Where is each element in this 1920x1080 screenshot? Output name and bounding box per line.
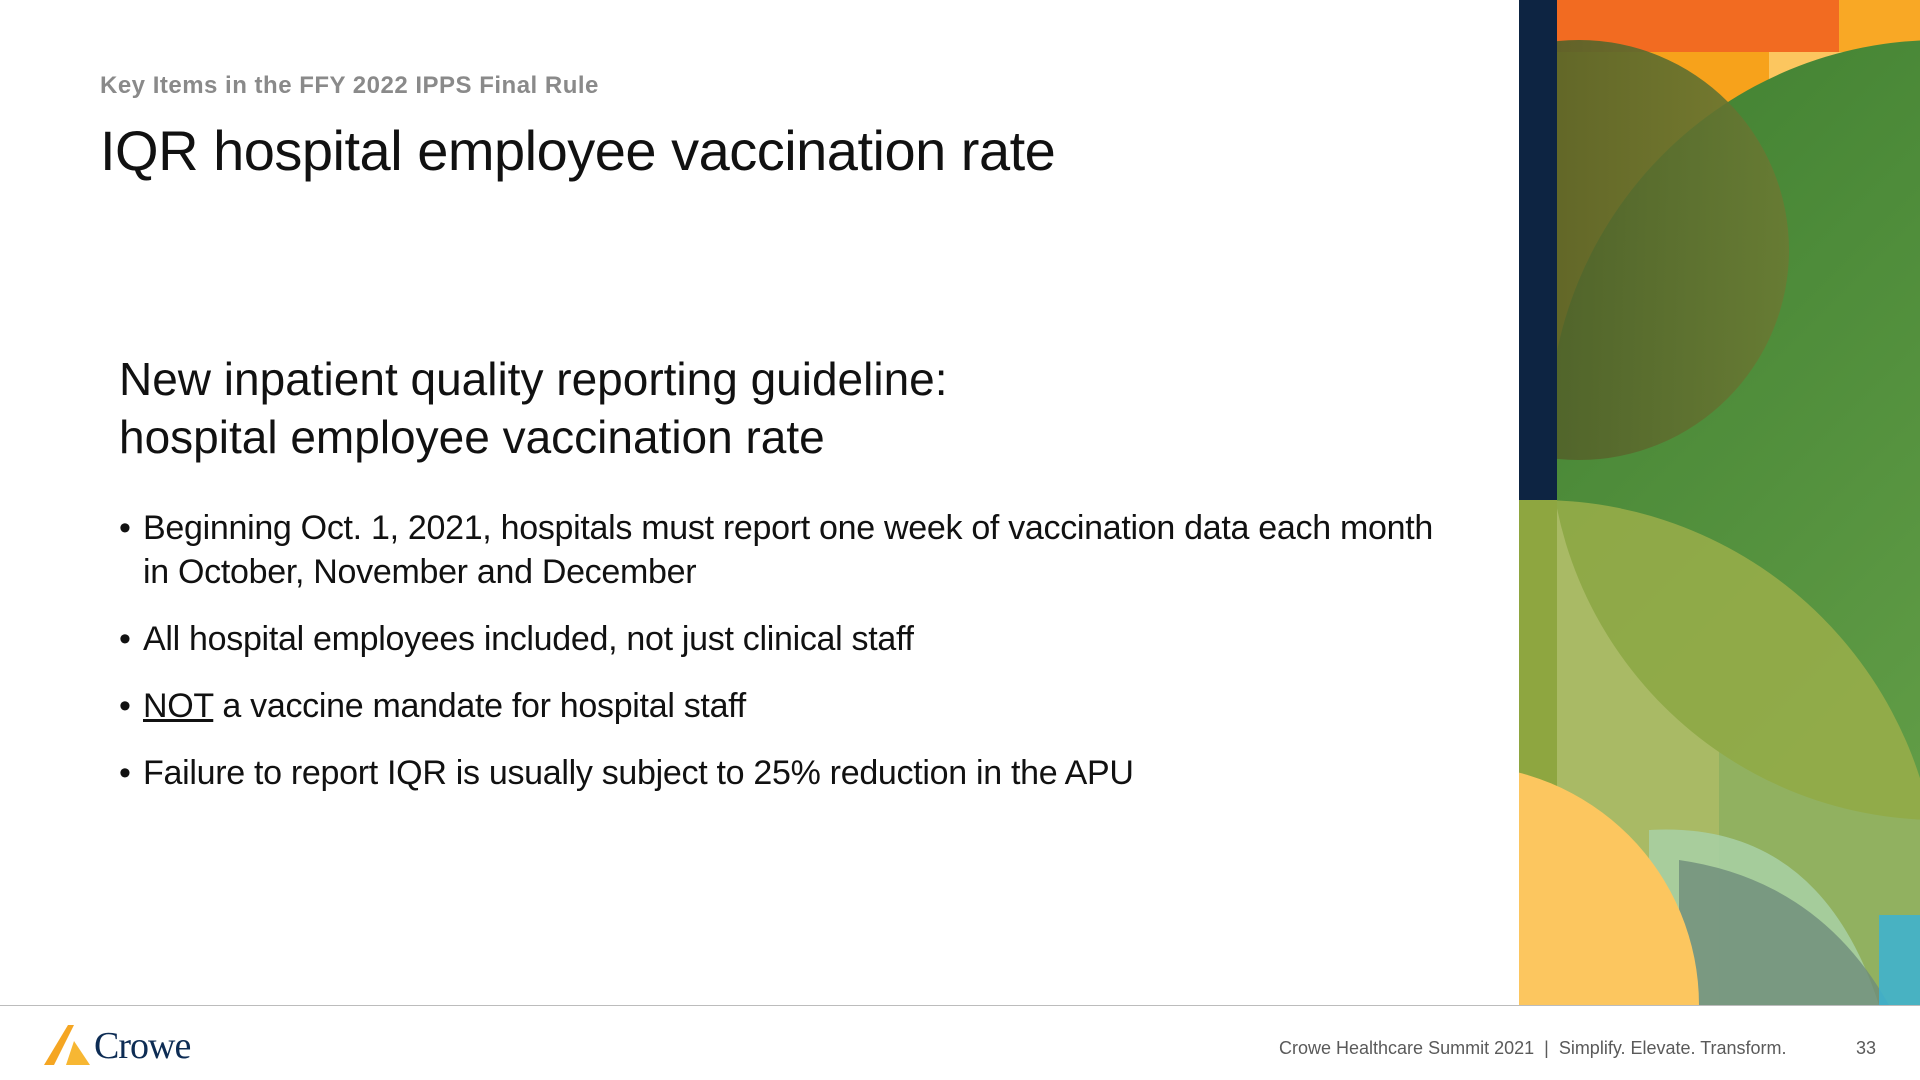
footer-separator: | xyxy=(1544,1038,1549,1058)
subheading xyxy=(119,350,1449,466)
bullet-item: • All hospital employees included, not just clinical staff xyxy=(119,617,1449,661)
crowe-logo xyxy=(44,1021,190,1065)
bullet-list xyxy=(119,506,1449,795)
page-title: IQR hospital employee vaccination rate xyxy=(100,119,1056,182)
abstract-shapes-graphic xyxy=(1519,0,1920,1005)
subheading-line-1: New inpatient quality reporting guideline: xyxy=(119,353,948,405)
footer-caption xyxy=(1279,1038,1787,1059)
footer-event: Crowe Healthcare Summit 2021 xyxy=(1279,1038,1535,1058)
logo-wordmark: Crowe xyxy=(94,1025,191,1067)
footer-divider xyxy=(0,1005,1920,1006)
crowe-logo-mark-icon xyxy=(44,1023,90,1065)
subheading-line-2: hospital employee vaccination rate xyxy=(119,411,825,463)
bullet-text: a vaccine mandate for hospital staff xyxy=(213,687,746,725)
footer-tagline: Simplify. Elevate. Transform. xyxy=(1558,1038,1787,1058)
bullet-emphasis: NOT xyxy=(143,687,214,725)
bullet-item: • Failure to report IQR is usually subject to 25% reduction in the APU xyxy=(119,751,1449,795)
decorative-art-panel xyxy=(1519,0,1920,1005)
bullet-item xyxy=(119,684,1449,728)
section-eyebrow: Key Items in the FFY 2022 IPPS Final Rule xyxy=(100,72,599,99)
bullet-item: • Beginning Oct. 1, 2021, hospitals must report one week of vaccination data each month in October, November and December xyxy=(119,506,1449,594)
page-number: 33 xyxy=(1856,1038,1877,1058)
slide-content xyxy=(119,350,1449,818)
